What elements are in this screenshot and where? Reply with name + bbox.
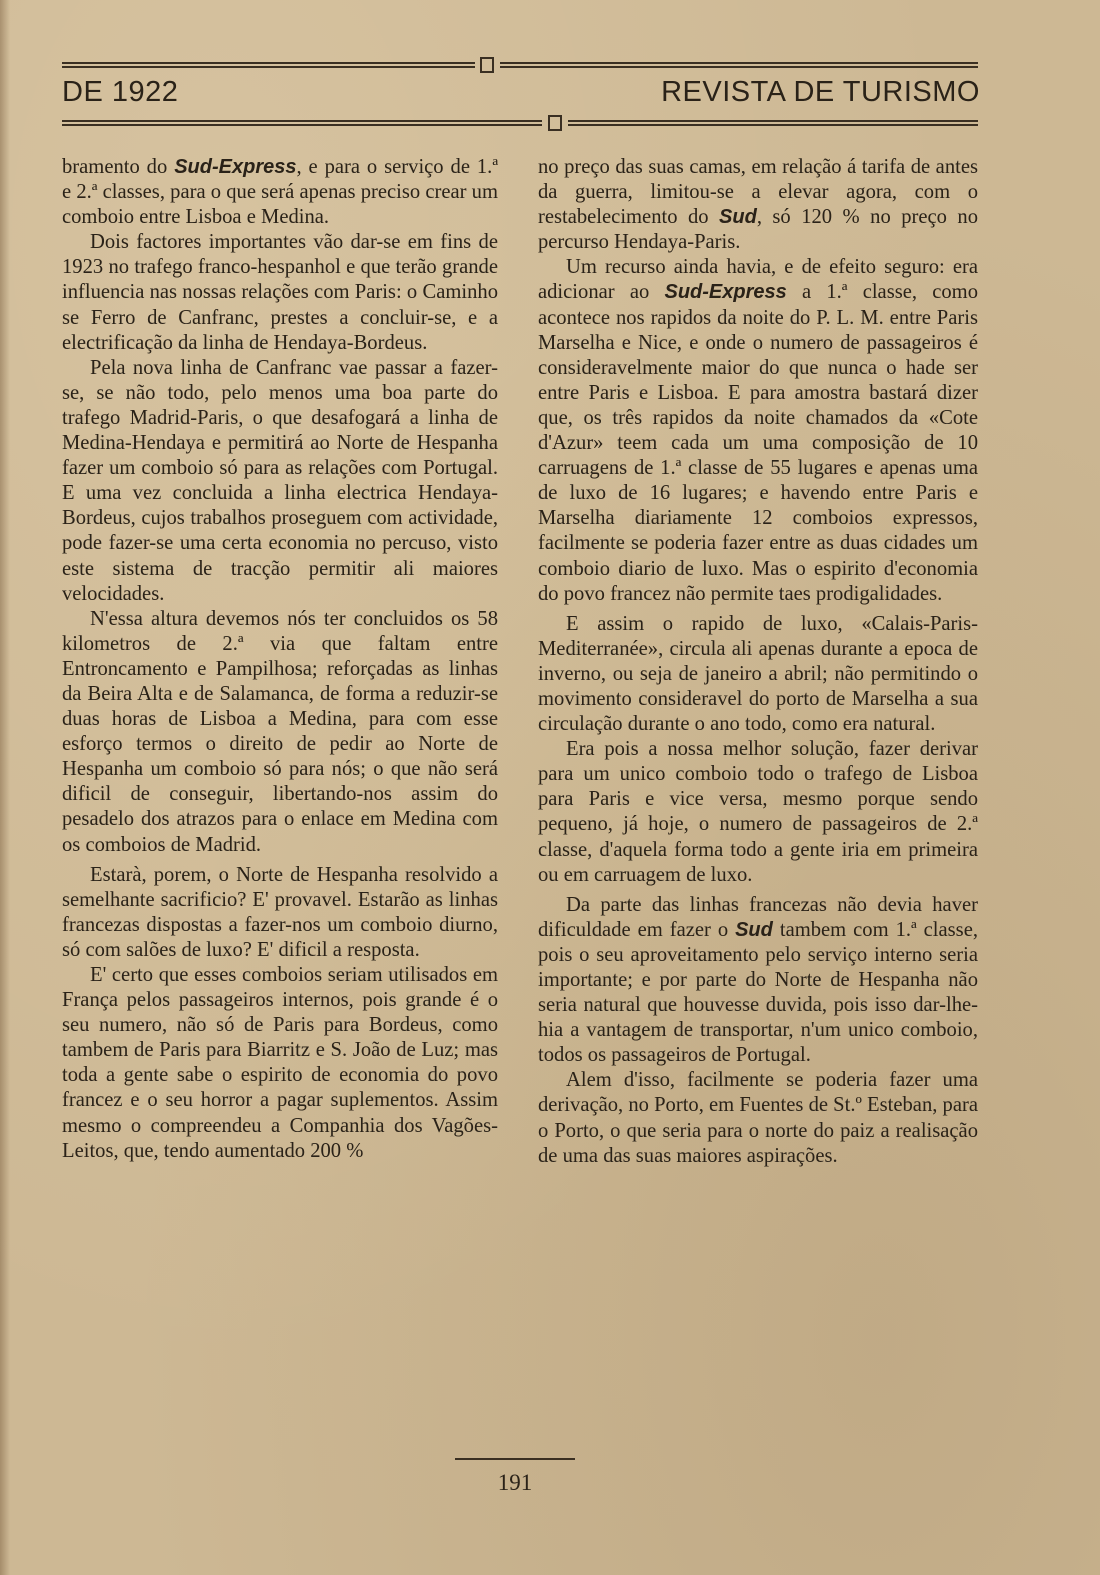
header-title: REVISTA DE TURISMO — [661, 76, 980, 108]
header-bottom-ornament — [548, 115, 562, 131]
header-top-rule-left — [62, 62, 475, 68]
train-name: Sud-Express — [664, 281, 787, 304]
train-name: Sud-Express — [174, 156, 297, 178]
left-paragraph-4: N'essa altura devemos nós ter concluidos os 58 kilometros de 2.ª via que faltam entre Entroncamento e Pampilhosa; reforçadas as linhas da Beira Alta e de Salamanca, de forma a reduzir-se duas horas de Lisboa a Medina, para com esse esforço termos o direito de pedir ao Norte de Hespanha um comboio só para nós; o que não será dificil de conseguir, libertando-nos assim do pesadelo dos atrazos para o enlace em Medina com os comboios de Madrid. — [62, 607, 498, 856]
left-paragraph-5: Estarà, porem, o Norte de Hespanha resolvido a semelhante sacrificio? E' provavel. Estarão as linhas francezas dispostas a fazer-nos um comboio diurno, só com salões de luxo? E' dificil a resposta. — [62, 863, 498, 961]
footer-rule — [455, 1458, 575, 1460]
right-column — [538, 155, 978, 1169]
train-name: Sud — [735, 918, 773, 941]
right-paragraph-2: Um recurso ainda havia, e de efeito seguro: era adicionar ao Sud-Express a 1.ª classe, como acontece nos rapidos da noite do P. L. M. entre Paris Marselha e Nice, e onde o numero de passageiros é consideravelmente maior do que nunca o hade ser entre Paris e Lisboa. E para amostra bastará dizer que, os três rapidos da noite chamados da «Cote d'Azur» teem cada um uma composição de 10 carruagens de 1.ª classe de 55 lugares e apenas uma de luxo de 16 lugares; e havendo entre Paris e Marselha diariamente 12 comboios expressos, facilmente se poderia fazer entre as duas cidades um comboio diario de luxo. Mas o espirito d'economia do povo francez não permite taes prodigalidades. — [538, 256, 978, 605]
page-edge-shadow — [0, 0, 10, 1575]
left-paragraph-2: Dois factores importantes vão dar-se em fins de 1923 no trafego franco-hespanhol e que terão grande influencia nas nossas relações com Paris: o Caminho se Ferro de Canfranc, prestes a concluir-se, e a electrificação da linha de Hendaya-Bordeus. — [62, 231, 498, 354]
right-paragraph-1: no preço das suas camas, em relação á tarifa de antes da guerra, limitou-se a elevar agora, com o restabelecimento do Sud, só 120 % no preço no percurso Hendaya-Paris. — [538, 156, 978, 254]
right-paragraph-5: Da parte das linhas francezas não devia haver dificuldade em fazer o Sud tambem com 1.ª classe, pois o seu aproveitamento pelo serviço interno seria importante; e por parte do Norte de Hespanha não seria natural que houvesse duvida, pois isso dar-lhe-hia a vantagem de transportar, n'um unico comboio, todos os passageiros de Portugal. — [538, 893, 978, 1067]
right-paragraph-6: Alem d'isso, facilmente se poderia fazer uma derivação, no Porto, em Fuentes de St.º Esteban, para o Porto, o que seria para o norte do paiz a realisação de uma das suas maiores aspirações. — [538, 1069, 978, 1167]
left-paragraph-1: bramento do Sud-Express, e para o serviço de 1.ª e 2.ª classes, para o que será apenas preciso crear um comboio entre Lisboa e Medina. — [62, 156, 498, 229]
right-paragraph-3: E assim o rapido de luxo, «Calais-Paris-Mediterranée», circula ali apenas durante a epoca de inverno, ou seja de janeiro a abril; não permitindo o movimento consideravel do porto de Marselha a sua circulação durante o ano todo, como era natural. — [538, 612, 978, 736]
header-top-rule-right — [500, 62, 978, 68]
header-bottom-rule-right — [568, 120, 978, 126]
left-paragraph-3: Pela nova linha de Canfranc vae passar a fazer-se, se não todo, pelo menos uma boa parte do trafego Madrid-Paris, o que desafogará a linha de Medina-Hendaya e permitirá ao Norte de Hespanha fazer um comboio só para as relações com Portugal. E uma vez concluida a linha electrica Hendaya-Bordeus, cujos trabalhos proseguem com actividade, pode fazer-se uma certa economia no percuso, visto este sistema de tracção permitir ali maiores velocidades. — [62, 356, 498, 605]
train-name: Sud — [719, 206, 757, 229]
header-date: DE 1922 — [62, 76, 179, 108]
right-paragraph-4: Era pois a nossa melhor solução, fazer derivar para um unico comboio todo o trafego de Lisboa para Paris e vice versa, mesmo porque sendo pequeno, já hoje, o numero de passageiros de 2.ª classe, d'aquela forma todo a gente iria em primeira ou em carruagem de luxo. — [538, 738, 978, 886]
left-paragraph-6: E' certo que esses comboios seriam utilisados em França pelos passageiros internos, pois grande é o seu numero, não só de Paris para Bordeus, como tambem de Paris para Biarritz e S. João de Luz; mas toda a gente sabe o espirito de economia do povo francez e o seu horror a pagar suplementos. Assim mesmo o compreendeu a Companhia dos Vagões-Leitos, que, tendo aumentado 200 % — [62, 964, 498, 1162]
header-bottom-rule-left — [62, 120, 542, 126]
left-column — [62, 155, 498, 1164]
header-top-ornament — [480, 57, 494, 73]
page-number: 191 — [497, 1470, 533, 1495]
